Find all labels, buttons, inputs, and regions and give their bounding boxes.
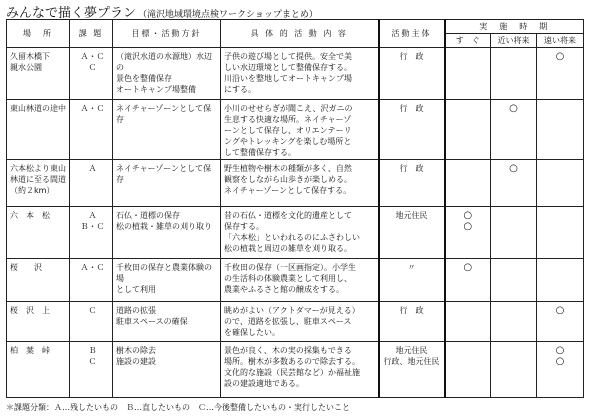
content-cell-line: にする。	[224, 85, 256, 94]
place-cell-line: 柏 葉 峠	[10, 346, 50, 355]
goal-cell	[113, 302, 221, 342]
place-cell	[7, 342, 70, 398]
period-mark: ○	[509, 163, 518, 174]
goal-cell-line: ネイチャーゾーンとして保存	[116, 104, 212, 124]
content-cell-line: 「六本松」といわれるのにふさわしい	[224, 233, 360, 242]
period-near-cell	[491, 48, 537, 100]
period-soon-cell	[445, 259, 491, 302]
period-soon-cell	[445, 48, 491, 100]
content-cell-line: の生活科の体験農業として利用し、	[224, 274, 352, 283]
content-cell	[221, 48, 379, 100]
content-cell	[221, 100, 379, 160]
place-cell-line: 林道に至る間道	[10, 175, 66, 184]
goal-cell-line: 施設の建設	[116, 357, 156, 366]
task-cell-line: Ａ	[88, 164, 97, 173]
goal-cell-line: ネイチャーゾーンとして保存	[116, 164, 212, 184]
period-mark: ○ ○	[463, 210, 473, 232]
header-actor: 活動主体	[379, 20, 445, 48]
plan-table	[6, 19, 584, 398]
content-cell-line: ので、道路を拡張し、駐車スペース	[224, 317, 352, 326]
task-cell	[70, 48, 113, 100]
content-cell-line: 昔の石仏・道標を文化的遺産として	[224, 211, 352, 220]
actor-cell	[379, 302, 445, 342]
actor-cell-line: 行 政	[399, 306, 424, 315]
period-soon-cell	[445, 100, 491, 160]
table-row	[7, 302, 584, 342]
period-near-cell	[491, 259, 537, 302]
place-cell-line: 桜 沢 上	[10, 306, 50, 315]
table-row	[7, 342, 584, 398]
content-cell-line: 景色が良く、木の実の採集もできる	[224, 346, 352, 355]
actor-cell-line: 〃	[407, 263, 416, 272]
actor-cell	[379, 259, 445, 302]
task-cell	[70, 100, 113, 160]
table-row	[7, 259, 584, 302]
content-cell	[221, 207, 379, 259]
content-cell-line: 文化的な施設（民芸館など）か福祉施	[224, 368, 360, 377]
goal-cell	[113, 160, 221, 207]
goal-cell-line: 千枚田の保存と農業体験の場	[116, 263, 212, 283]
content-cell-line: ングやトレッキングを楽しむ場所と	[224, 137, 352, 146]
place-cell-line: （約２km）	[10, 186, 55, 195]
place-cell-line: 親水公園	[10, 63, 42, 72]
goal-cell-line: 景色を整備保存	[116, 74, 172, 83]
task-cell	[70, 160, 113, 207]
period-near-cell	[491, 100, 537, 160]
place-cell-line: 六 本 松	[10, 211, 50, 220]
goal-cell-line: として利用	[116, 285, 156, 294]
task-cell-line: Ａ・Ｃ	[80, 52, 105, 61]
place-cell-line: 桜 沢	[10, 263, 42, 272]
footer-note: ＊課題分類：Ａ…残したいもの Ｂ…直したいもの Ｃ…今後整備したいもの・実行したいこと	[6, 403, 350, 412]
content-cell-line: 川沿いを整地してオートキャンプ場	[224, 74, 352, 83]
task-cell-line: Ｃ	[88, 357, 97, 366]
goal-cell-line: 松の植栽・雑草の刈り取り	[116, 222, 212, 231]
content-cell-line: を確保したい。	[224, 328, 280, 337]
period-mark: ○	[555, 305, 565, 316]
place-cell-line: 東山林道の途中	[10, 104, 66, 113]
content-cell	[221, 342, 379, 398]
content-cell	[221, 160, 379, 207]
goal-cell-line: 道路の拡張	[116, 306, 156, 315]
content-cell-line: 小川のせせらぎが聞こえ、沢ガニの	[224, 104, 353, 113]
header-far: 遠い将来	[537, 34, 584, 48]
goal-cell	[113, 48, 221, 100]
header-place: 場 所	[7, 20, 70, 48]
header-goal: 目標・活動方針	[113, 20, 221, 48]
period-mark: ○	[509, 103, 518, 114]
actor-cell	[379, 207, 445, 259]
period-far-cell	[537, 100, 584, 160]
table-row	[7, 48, 584, 100]
content-cell-line: 保存する。	[224, 222, 264, 231]
header-content: 具 体 的 活 動 内 容	[221, 20, 379, 48]
period-soon-cell	[445, 342, 491, 398]
period-near-cell	[491, 160, 537, 207]
plan-body	[7, 48, 584, 398]
content-cell-line: して整備保存する。	[224, 148, 296, 157]
place-cell-line: 久留木橋下	[10, 52, 50, 61]
header-soon: す ぐ	[445, 34, 491, 48]
task-cell-line: Ｂ	[88, 346, 97, 355]
period-far-cell	[537, 259, 584, 302]
content-cell-line: 千枚田の保存（一区画指定）。小学生	[224, 263, 356, 272]
goal-cell-line: 樹木の除去	[116, 346, 156, 355]
task-cell-line: Ａ・Ｃ	[80, 263, 105, 272]
period-soon-cell	[445, 207, 491, 259]
task-cell-line: Ｃ	[88, 306, 97, 315]
header-period: 実 施 時 期	[445, 20, 584, 34]
period-far-cell	[537, 207, 584, 259]
period-mark: ○	[463, 262, 473, 273]
place-cell	[7, 302, 70, 342]
title-text: みんなで描く夢プラン	[6, 6, 137, 21]
content-cell-line: ネイチャーゾーンとして保存する。	[224, 186, 352, 195]
goal-cell-line: （滝沢水道の水源地）水辺の	[116, 52, 212, 72]
task-cell-line: Ａ	[88, 211, 97, 220]
actor-cell	[379, 342, 445, 398]
task-cell	[70, 259, 113, 302]
goal-cell-line: 石仏・道標の保存	[116, 211, 180, 220]
place-cell	[7, 48, 70, 100]
task-cell	[70, 207, 113, 259]
actor-cell	[379, 160, 445, 207]
content-cell	[221, 259, 379, 302]
content-cell-line: 松の植栽と周辺の雑草を刈り取る。	[224, 244, 352, 253]
place-cell	[7, 100, 70, 160]
period-far-cell	[537, 342, 584, 398]
actor-cell-line: 行 政	[399, 104, 424, 113]
place-cell	[7, 259, 70, 302]
header-near: 近い将来	[491, 34, 537, 48]
actor-cell-line: 地元住民	[395, 346, 428, 355]
content-cell-line: 眺めがよい（アクトダマーが見える）	[224, 306, 360, 315]
task-cell	[70, 342, 113, 398]
header-task: 課 題	[70, 20, 113, 48]
place-cell	[7, 160, 70, 207]
content-cell-line: 観察をしながら山歩きが楽しめる。	[224, 175, 352, 184]
goal-cell	[113, 207, 221, 259]
content-cell-line: 子供の遊び場として提供。安全で美	[224, 52, 352, 61]
period-near-cell	[491, 302, 537, 342]
period-far-cell	[537, 48, 584, 100]
period-near-cell	[491, 342, 537, 398]
table-row	[7, 100, 584, 160]
period-mark: ○ ○	[555, 345, 565, 367]
table-row	[7, 207, 584, 259]
actor-cell-line: 行政、地元住民	[383, 357, 440, 366]
subtitle-text: （滝沢地域環境点検ワークショップまとめ）	[138, 10, 318, 20]
place-cell-line: 六本松より東山	[10, 164, 66, 173]
content-cell-line: 設の建設適地である。	[224, 379, 304, 388]
actor-cell-line: 行 政	[399, 52, 424, 61]
period-far-cell	[537, 160, 584, 207]
goal-cell-line: オートキャンプ場整備	[116, 85, 196, 94]
goal-cell	[113, 259, 221, 302]
content-cell-line: しい水辺環境として整備保存する。	[224, 63, 352, 72]
table-row	[7, 160, 584, 207]
period-soon-cell	[445, 302, 491, 342]
goal-cell-line: 駐車スペースの確保	[116, 317, 188, 326]
content-cell	[221, 302, 379, 342]
task-cell-line: Ｂ・Ｃ	[80, 222, 105, 231]
period-far-cell	[537, 302, 584, 342]
content-cell-line: 場所。樹木が多数あるので除去する。	[224, 357, 360, 366]
task-cell-line: Ｃ	[88, 63, 97, 72]
period-soon-cell	[445, 160, 491, 207]
actor-cell	[379, 100, 445, 160]
actor-cell-line: 行 政	[399, 164, 424, 173]
goal-cell	[113, 100, 221, 160]
task-cell	[70, 302, 113, 342]
content-cell-line: ーンとして保存し、オリエンテーリ	[224, 126, 352, 135]
actor-cell	[379, 48, 445, 100]
period-near-cell	[491, 207, 537, 259]
content-cell-line: 生息する快適な場所。ネイチャーゾ	[224, 115, 352, 124]
place-cell	[7, 207, 70, 259]
goal-cell	[113, 342, 221, 398]
period-mark: ○	[555, 51, 565, 62]
content-cell-line: 農業やふるさと館の醸成をする。	[224, 285, 344, 294]
content-cell-line: 野生植物や樹木の種類が多く、自然	[224, 164, 352, 173]
actor-cell-line: 地元住民	[395, 211, 428, 220]
task-cell-line: Ａ・Ｃ	[80, 104, 105, 113]
